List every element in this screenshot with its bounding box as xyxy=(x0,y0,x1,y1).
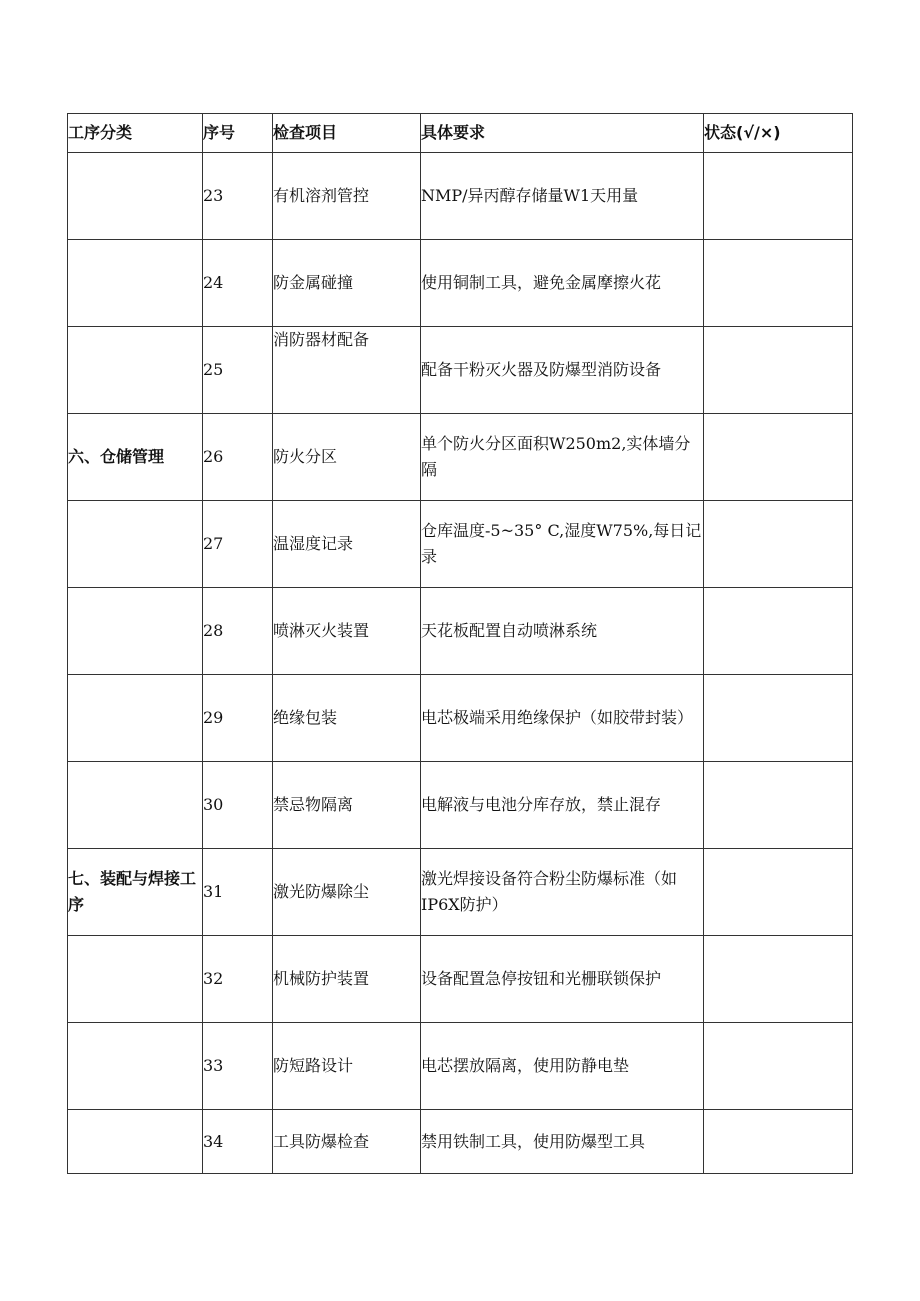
table-row xyxy=(68,1023,853,1110)
number-cell: 32 xyxy=(203,936,273,1023)
requirement-cell: 激光焊接设备符合粉尘防爆标准（如IP6X防护） xyxy=(421,849,704,936)
category-cell xyxy=(68,762,203,849)
requirement-cell: 配备干粉灭火器及防爆型消防设备 xyxy=(421,327,704,414)
category-cell xyxy=(68,1023,203,1110)
table-row xyxy=(68,501,853,588)
requirement-cell: 电芯摆放隔离，使用防静电垫 xyxy=(421,1023,704,1110)
table-row xyxy=(68,588,853,675)
table-row xyxy=(68,153,853,240)
status-cell[interactable] xyxy=(704,675,853,762)
status-cell[interactable] xyxy=(704,153,853,240)
table-row xyxy=(68,675,853,762)
item-cell: 防金属碰撞 xyxy=(273,240,421,327)
status-cell[interactable] xyxy=(704,936,853,1023)
category-cell xyxy=(68,1110,203,1174)
status-cell[interactable] xyxy=(704,240,853,327)
category-cell xyxy=(68,936,203,1023)
status-cell[interactable] xyxy=(704,1110,853,1174)
table-row xyxy=(68,936,853,1023)
table-row xyxy=(68,1110,853,1174)
item-cell: 防火分区 xyxy=(273,414,421,501)
number-cell: 24 xyxy=(203,240,273,327)
number-cell: 33 xyxy=(203,1023,273,1110)
number-cell: 23 xyxy=(203,153,273,240)
requirement-cell: 单个防火分区面积W250m2,实体墙分隔 xyxy=(421,414,704,501)
category-cell xyxy=(68,240,203,327)
requirement-cell: 天花板配置自动喷淋系统 xyxy=(421,588,704,675)
safety-checklist-table xyxy=(67,113,853,1174)
item-cell: 喷淋灭火装置 xyxy=(273,588,421,675)
item-cell: 激光防爆除尘 xyxy=(273,849,421,936)
table-row xyxy=(68,240,853,327)
table-row xyxy=(68,762,853,849)
status-cell[interactable] xyxy=(704,501,853,588)
number-cell: 28 xyxy=(203,588,273,675)
requirement-cell: 禁用铁制工具，使用防爆型工具 xyxy=(421,1110,704,1174)
header-category: 工序分类 xyxy=(68,114,203,153)
category-cell xyxy=(68,153,203,240)
category-cell xyxy=(68,501,203,588)
header-status: 状态(√/×) xyxy=(704,114,853,153)
requirement-cell: 设备配置急停按钮和光栅联锁保护 xyxy=(421,936,704,1023)
status-cell[interactable] xyxy=(704,588,853,675)
number-cell: 31 xyxy=(203,849,273,936)
requirement-cell: 电解液与电池分库存放，禁止混存 xyxy=(421,762,704,849)
item-cell: 绝缘包装 xyxy=(273,675,421,762)
header-number: 序号 xyxy=(203,114,273,153)
item-cell xyxy=(273,327,421,414)
table-row xyxy=(68,327,853,414)
category-cell xyxy=(68,675,203,762)
table-row xyxy=(68,849,853,936)
status-cell[interactable] xyxy=(704,762,853,849)
category-cell: 七、装配与焊接工序 xyxy=(68,849,203,936)
number-cell: 27 xyxy=(203,501,273,588)
number-cell: 29 xyxy=(203,675,273,762)
number-cell: 30 xyxy=(203,762,273,849)
item-cell: 工具防爆检查 xyxy=(273,1110,421,1174)
requirement-cell: NMP/异丙醇存储量W1天用量 xyxy=(421,153,704,240)
number-cell: 34 xyxy=(203,1110,273,1174)
item-cell: 温湿度记录 xyxy=(273,501,421,588)
requirement-cell: 电芯极端采用绝缘保护（如胶带封装） xyxy=(421,675,704,762)
requirement-cell: 使用铜制工具，避免金属摩擦火花 xyxy=(421,240,704,327)
table-row xyxy=(68,414,853,501)
item-cell: 有机溶剂管控 xyxy=(273,153,421,240)
status-cell[interactable] xyxy=(704,414,853,501)
number-cell: 25 xyxy=(203,327,273,414)
item-cell: 防短路设计 xyxy=(273,1023,421,1110)
category-cell: 六、仓储管理 xyxy=(68,414,203,501)
status-cell[interactable] xyxy=(704,849,853,936)
item-cell: 禁忌物隔离 xyxy=(273,762,421,849)
status-cell[interactable] xyxy=(704,327,853,414)
header-requirement: 具体要求 xyxy=(421,114,704,153)
header-row xyxy=(68,114,853,153)
number-cell: 26 xyxy=(203,414,273,501)
header-item: 检查项目 xyxy=(273,114,421,153)
item-cell: 机械防护装置 xyxy=(273,936,421,1023)
status-cell[interactable] xyxy=(704,1023,853,1110)
requirement-cell: 仓库温度-5~35° C,湿度W75%,每日记录 xyxy=(421,501,704,588)
category-cell xyxy=(68,588,203,675)
item-text: 消防器材配备 xyxy=(273,330,370,349)
category-cell xyxy=(68,327,203,414)
